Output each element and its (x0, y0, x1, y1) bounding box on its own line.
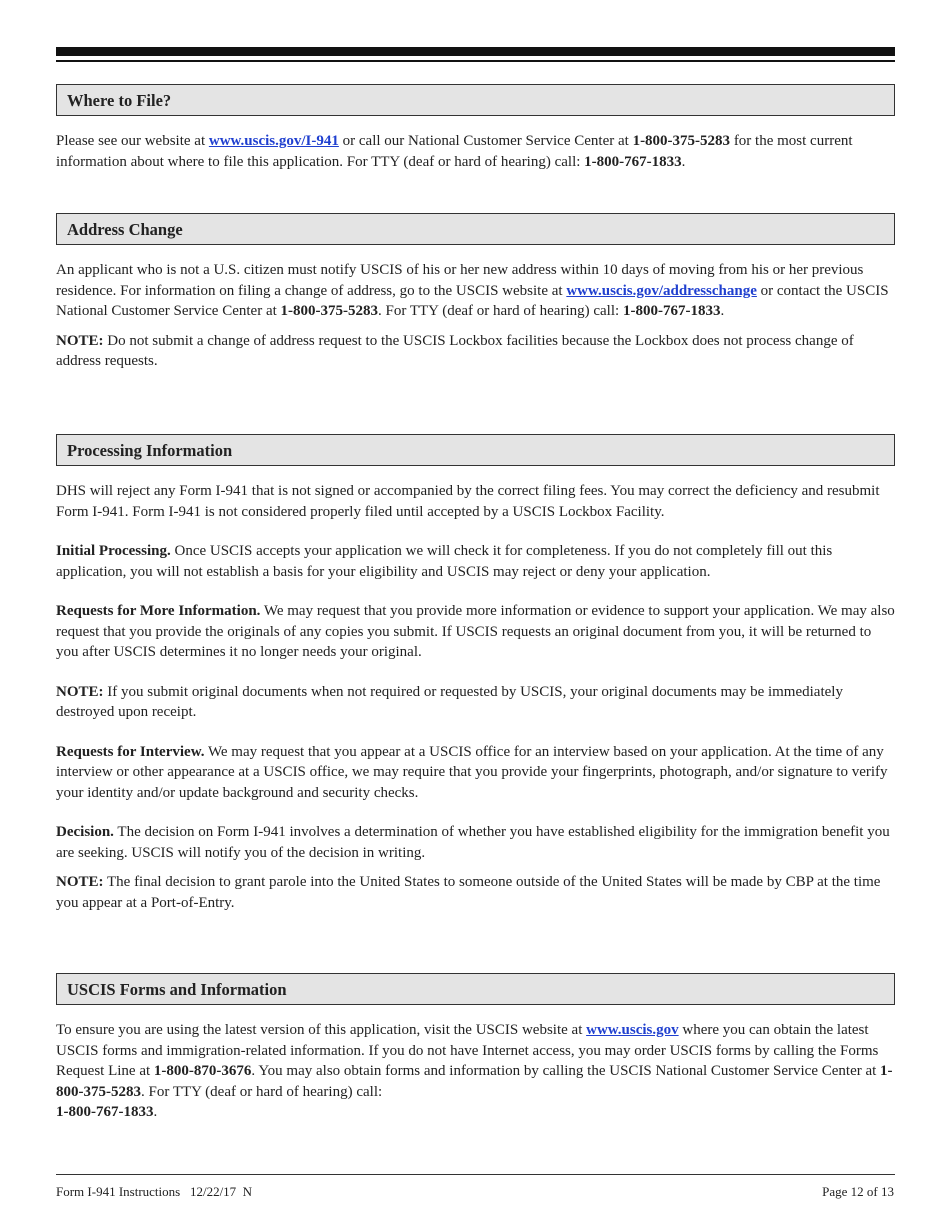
initial-processing-text: Initial Processing. Once USCIS accepts your application we will check it for completeness. If you do not completely fill out this application, you will not establish a basis for your eligibility and USCIS may reject or deny your application. (56, 543, 833, 580)
processing-section (56, 434, 895, 913)
uscis-gov-link[interactable]: www.uscis.gov (586, 1022, 679, 1038)
more-information-text: Requests for More Information. We may request that you provide more information or evidence to support your application. We may also request that you provide the originals of any copies you submit. If USCIS requests an original document from you, it will be returned to you after USCIS determines it no longer needs your original. (56, 603, 895, 660)
top-thin-rule (56, 60, 895, 62)
processing-intro: DHS will reject any Form I-941 that is not signed or accompanied by the correct filing fees. You may correct the deficiency and resubmit Form I-941. Form I-941 is not considered properly filed until accepted by a USCIS Lockbox Facility. (56, 483, 880, 520)
address-change-note: NOTE: Do not submit a change of address request to the USCIS Lockbox facilities because the Lockbox does not process change of address requests. (56, 332, 854, 369)
decision-text: Decision. The decision on Form I-941 involves a determination of whether you have established eligibility for the immigration benefit you are seeking. USCIS will notify you of the decision in writing. (56, 824, 890, 861)
where-to-file-section (56, 84, 895, 172)
uscis-i941-link[interactable]: www.uscis.gov/I-941 (208, 133, 339, 149)
top-thick-rule (56, 47, 895, 56)
forms-info-text: To ensure you are using the latest version of this application, visit the USCIS website at www.uscis.gov where you can obtain the latest USCIS forms and immigration-related information. If you do not have Internet access, you may order USCIS forms by calling the Forms Request Line at 1-800-870-3676. You may also obtain forms and information by calling the USCIS National Customer Service Center at 1-800-375-5283. For TTY (deaf or hard of hearing) call: 1-800-767-1833. (56, 1022, 893, 1120)
where-to-file-text: Please see our website at www.uscis.gov/I-941 or call our National Customer Service Center at 1-800-375-5283 for the most current information about where to file this application. For TTY (deaf or hard of hearing) call: 1-800-767-1833. (56, 133, 853, 170)
address-change-text: An applicant who is not a U.S. citizen must notify USCIS of his or her new address within 10 days of moving from his or her previous residence. For information on filing a change of address, go to the USCIS website at www.uscis.gov/addresschange or contact the USCIS National Customer Service Center at 1-800-375-5283. For TTY (deaf or hard of hearing) call: 1-800-767-1833. (56, 262, 889, 319)
original-documents-note: NOTE: If you submit original documents when not required or requested by USCIS, your original documents may be immediately destroyed upon receipt. (56, 683, 843, 720)
parole-note: NOTE: The final decision to grant parole into the United States to someone outside of the United States will be made by CBP at the time you appear at a Port-of-Entry. (56, 874, 881, 911)
footer-form-id: Form I-941 Instructions 12/22/17 N (56, 1184, 253, 1199)
address-change-heading: Address Change (56, 213, 895, 245)
footer-page-number: Page 12 of 13 (822, 1184, 894, 1199)
address-change-section (56, 213, 895, 372)
address-change-link[interactable]: www.uscis.gov/addresschange (566, 282, 757, 299)
forms-info-section (56, 973, 895, 1123)
interview-text: Requests for Interview. We may request that you appear at a USCIS office for an interview based on your application. At the time of any interview or other appearance at a USCIS office, we may require that you provide your fingerprints, photograph, and/or signature to verify your identity and/or update background and security checks. (56, 743, 888, 801)
processing-heading: Processing Information (56, 434, 895, 466)
where-to-file-heading: Where to File? (56, 84, 895, 116)
footer-rule (56, 1174, 895, 1175)
forms-info-heading: USCIS Forms and Information (56, 973, 895, 1005)
